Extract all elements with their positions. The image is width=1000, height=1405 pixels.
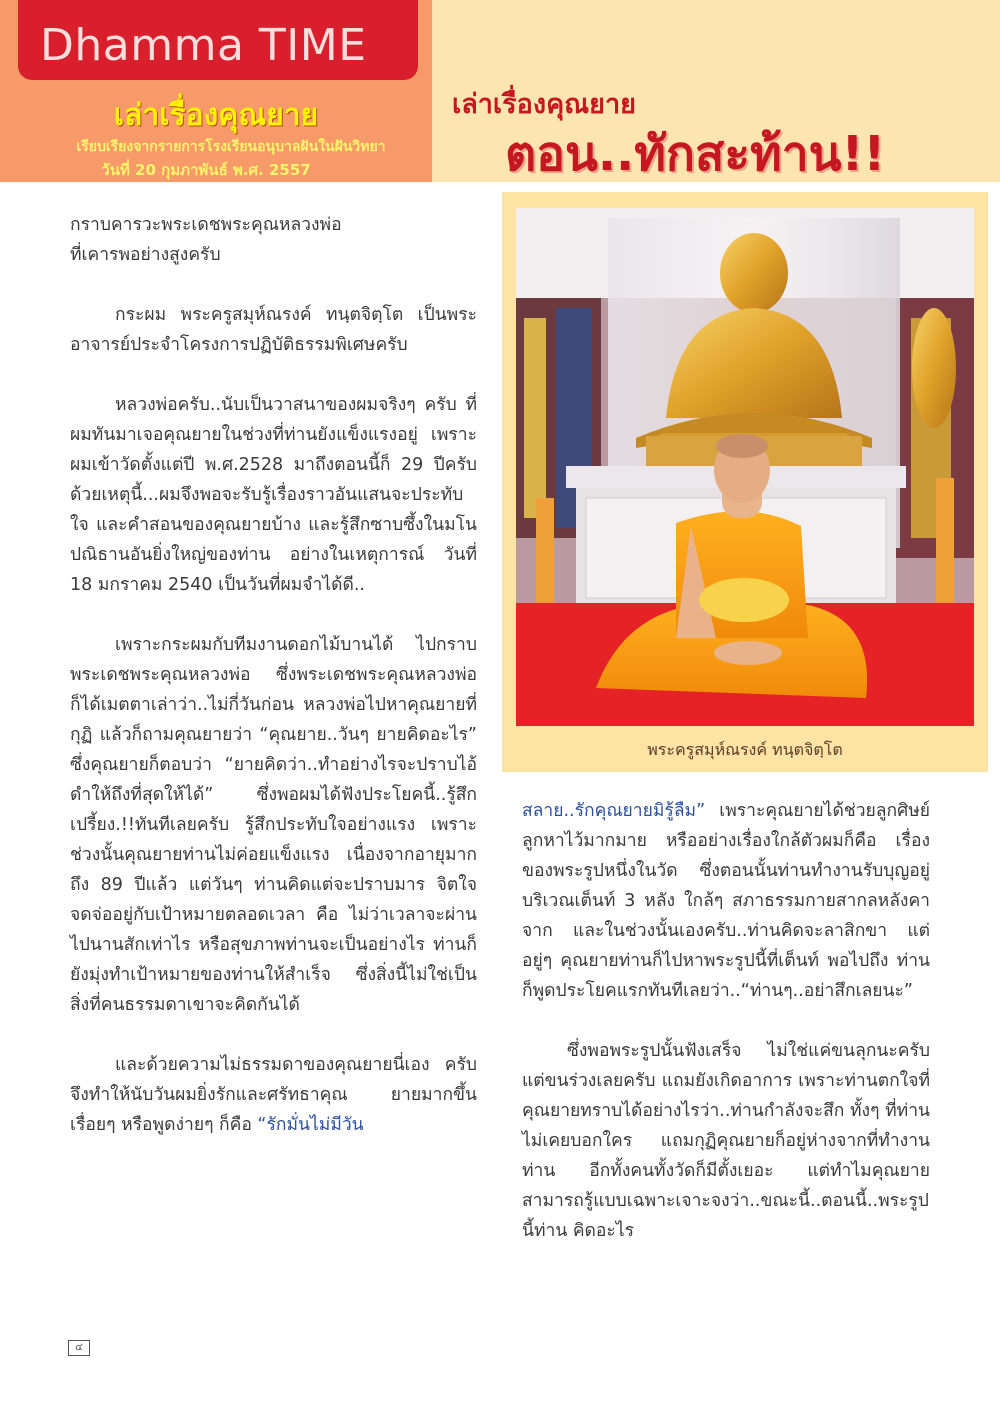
article-column-left [70,210,477,1140]
episode-title: ตอน..ทักสะท้าน!! [505,126,886,182]
paragraph-reaction: ซึ่งพอพระรูปนั้นฟังเสร็จ ไม่ใช่แค่ขนลุกนะครับ แต่ขนร่วงเลยครับ แถมยังเกิดอาการ เพราะท่านตกใจที่คุณยายทราบได้อย่างไรว่า..ท่านกำลังจะสึก ทั้งๆ ที่ท่านไม่เคยบอกใคร แถมกุฏิคุณยายก็อยู่ห่างจากที่ทำงานท่าน อีกทั้งคนทั้งวัดก็มีตั้งเยอะ แต่ทำไมคุณยายสามารถรู้แบบเฉพาะเจาะจงว่า..ขณะนี้..ตอนนี้..พระรูปนี้ท่าน คิดอะไร [522,1041,930,1241]
series-date: วันที่ 20 กุมภาพันธ์ พ.ศ. 2557 [101,161,311,179]
series-subtitle: เรียบเรียงจากรายการโรงเรียนอนุบาลฝันในฝันวิทยา [76,139,386,155]
paragraph-story: เพราะกระผมกับทีมงานดอกไม้บานได้ ไปกราบพระเดชพระคุณหลวงพ่อ ซึ่งพระเดชพระคุณหลวงพ่อก็ได้เมตตาเล่าว่า..ไม่กี่วันก่อน หลวงพ่อไปหาคุณยายที่กุฏิ แล้วก็ถามคุณยายว่า “คุณยาย..วันๆ ยายคิดอะไร” ซึ่งคุณยายก็ตอบว่า “ยายคิดว่า..ทำอย่างไรจะปราบไอ้ดำให้ถึงที่สุดให้ได้” ซึ่งพอผมได้ฟังประโยคนี้..รู้สึกเปรี้ยง.!!ทันทีเลยครับ รู้สึกประทับใจอย่างแรง เพราะช่วงนั้นคุณยายท่านไม่ค่อยแข็งแรง เนื่องจากอายุมากถึง 89 ปีแล้ว แต่วันๆ ท่านคิดแต่จะปราบมาร จิตใจจดจ่ออยู่กับเป้าหมายตลอดเวลา คือ ไม่ว่าเวลาจะผ่านไปนานสักเท่าไร หรือสุขภาพท่านจะเป็นอย่างไร ท่านก็ยังมุ่งทำเป้าหมายของท่านให้สำเร็จ ซึ่งสิ่งนี้ไม่ใช่เป็นสิ่งที่คนธรรมดาเขาจะคิดกันได้ [70,635,477,1015]
page-number: ๔ [68,1340,90,1356]
paragraph-memory: หลวงพ่อครับ..นับเป็นวาสนาของผมจริงๆ ครับ ที่ผมทันมาเจอคุณยายในช่วงที่ท่านยังแข็งแรงอยู่ เพราะผมเข้าวัดตั้งแต่ปี พ.ศ.2528 มาถึงตอนนี้ก็ 29 ปีครับ ด้วยเหตุนี้...ผมจึงพอจะรับรู้เรื่องราวอันแสนจะประทับใจ และคำสอนของคุณยายบ้าง และรู้สึกซาบซึ้งในมโนปณิธานอันยิ่งใหญ่ของท่าน อย่างในเหตุการณ์ วันที่ 18 มกราคม 2540 เป็นวันที่ผมจำได้ดี.. [70,395,477,595]
paragraph-intro: กระผม พระครูสมุห์ณรงค์ ทนฺตจิตฺโต เป็นพระอาจารย์ประจำโครงการปฏิบัติธรรมพิเศษครับ [70,305,477,355]
quote-end: สลาย..รักคุณยายมิรู้ลืม” [522,801,706,821]
monk-photo [516,208,974,726]
greeting-line-2: ที่เคารพอย่างสูงครับ [70,245,221,265]
brand-logo: Dhamma TIME [40,20,367,71]
paragraph-continuation [522,796,930,1006]
article-column-right [522,796,930,1246]
greeting-line-1: กราบคารวะพระเดชพระคุณหลวงพ่อ [70,215,342,235]
photo-caption: พระครูสมุห์ณรงค์ ทนฺตจิตฺโต [647,740,843,759]
paragraph-faith-text: และด้วยความไม่ธรรมดาของคุณยายนี่เอง ครับ จึงทำให้นับวันผมยิ่งรักและศรัทธาคุณ ยายมากขึ้นเรื่อยๆ หรือพูดง่ายๆ ก็คือ [70,1055,477,1135]
paragraph-continuation-text: เพราะคุณยายได้ช่วยลูกศิษย์ลูกหาไว้มากมาย หรืออย่างเรื่องใกล้ตัวผมก็คือ เรื่องของพระรูปหนึ่งในวัด ซึ่งตอนนั้นท่านทำงานรับบุญอยู่บริเวณเต็นท์ 3 หลัง ใกล้ๆ สภาธรรมกายสากลหลังคาจาก และในช่วงนั้นเองครับ..ท่านคิดจะลาสิกขา แต่อยู่ๆ คุณยายท่านก็ไปหาพระรูปนี้ที่เต็นท์ พอไปถึง ท่านก็พูดประโยคแรกทันทีเลยว่า..“ท่านๆ..อย่าสึกเลยนะ” [522,801,930,1001]
paragraph-faith [70,1050,477,1140]
quote-start: “รักมั่นไม่มีวัน [257,1115,364,1135]
series-title: เล่าเรื่องคุณยาย [113,98,319,133]
episode-kicker: เล่าเรื่องคุณยาย [452,89,636,120]
